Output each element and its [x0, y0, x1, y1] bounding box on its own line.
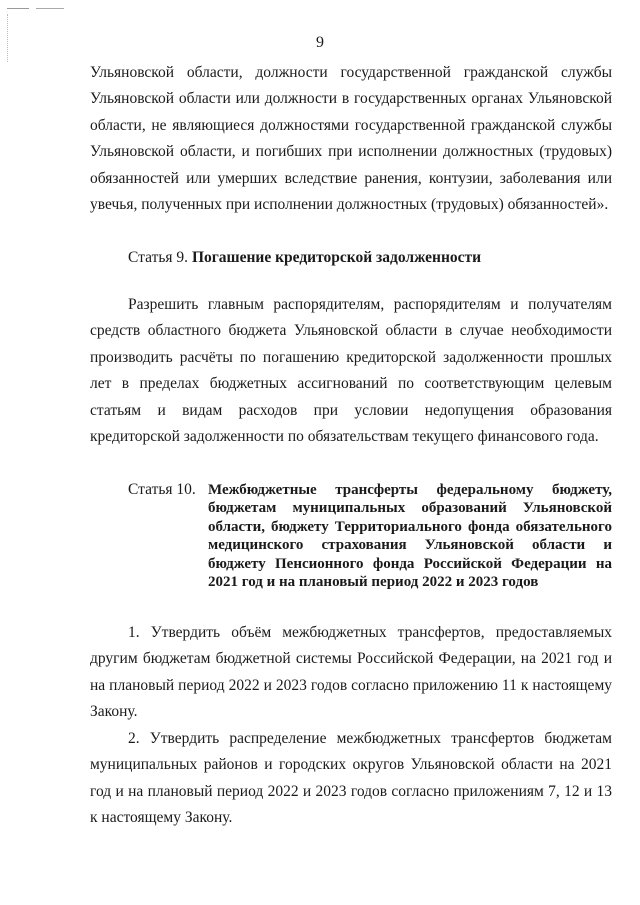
- paragraph-continuation: Ульяновской области, должности государственной гражданской службы Ульяновской области или должности в государственных органах Ульяновской области, не являющиеся должностями государственной гражданской службы Ульяновской области, и погибших при исполнении должностных (трудовых) обязанностей или умерших вследствие ранения, контузии, заболевания или увечья, полученных при исполнении должностных (трудовых) обязанностей».: [90, 64, 612, 214]
- page-number: 9: [316, 34, 324, 51]
- article-10-label: Статья 10.: [128, 481, 196, 498]
- paragraph-article-10-item-2: 2. Утвердить распределение межбюджетных трансфертов бюджетам муниципальных районов и городских округов Ульяновской области на 2021 год и на плановый период 2022 и 2023 годов согласно приложениям 7, 12 и 13 к настоящему Закону.: [90, 730, 612, 827]
- article-10-title: Межбюджетные трансферты федеральному бюджету, бюджетам муниципальных образований Ульяновской области, бюджету Территориального фонда обязательного медицинского страхования Ульяновской области и бюджету Пенсионного фонда Российской Федерации на 2021 год и на плановый период 2022 и 2023 годов: [208, 482, 612, 591]
- article-9-title: Погашение кредиторской задолженности: [191, 249, 482, 266]
- article-9-heading: [128, 247, 618, 269]
- article-9-label: Статья 9.: [128, 249, 189, 266]
- scan-artifact-line: [36, 8, 64, 9]
- scan-artifact-line: [7, 8, 29, 9]
- paragraph-article-9-body: Разрешить главным распорядителям, распорядителям и получателям средств областного бюджета Ульяновской области в случае необходимости производить расчёты по погашению кредиторской задолженности прошлых лет в пределах бюджетных ассигнований по соответствующим целевым статьям и видам расходов при условии недопущения образования кредиторской задолженности по обязательствам текущего финансового года.: [90, 296, 612, 446]
- paragraph-article-10-item-1: 1. Утвердить объём межбюджетных трансфертов, предоставляемых другим бюджетам бюджетной системы Российской Федерации, на 2021 год и на плановый период 2022 и 2023 годов согласно приложению 11 к настоящему Закону.: [90, 624, 612, 721]
